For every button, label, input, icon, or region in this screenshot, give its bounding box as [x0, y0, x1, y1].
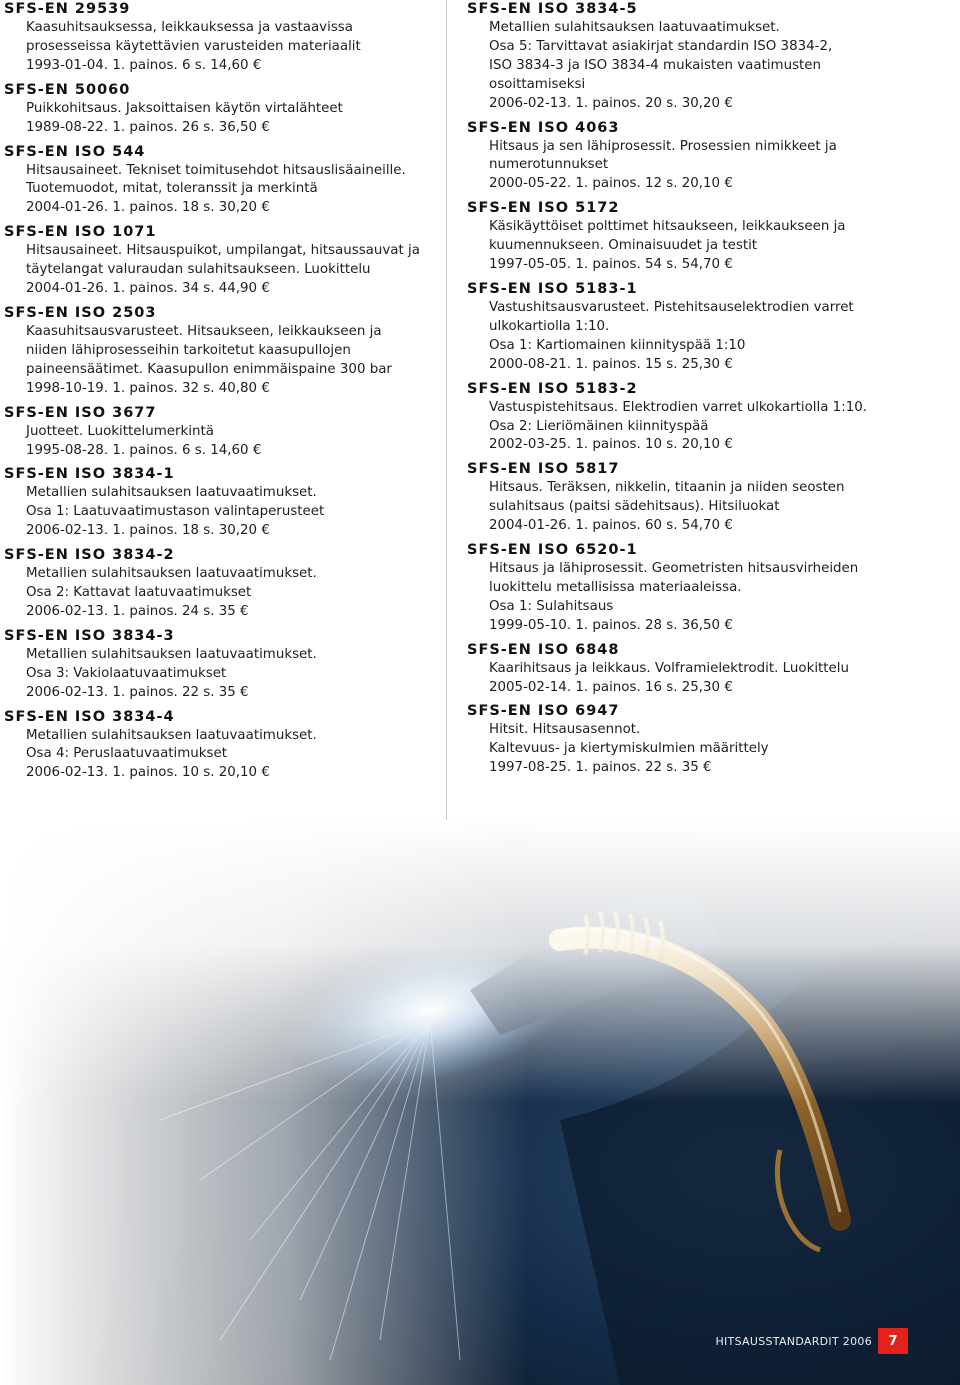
- standard-entry: [4, 404, 436, 461]
- page-number-badge: 7: [878, 1328, 908, 1354]
- standard-entry: [4, 708, 436, 784]
- description-line: Osa 2: Lieriömäinen kiinnityspää: [489, 418, 709, 434]
- standard-description: [4, 484, 436, 541]
- description-line: Puikkohitsaus. Jaksoittaisen käytön virtalähteet: [26, 100, 343, 116]
- description-line: Osa 1: Laatuvaatimustason valintaperusteet: [26, 504, 325, 520]
- description-line: 2005-02-14. 1. painos. 16 s. 25,30 €: [489, 679, 733, 695]
- standard-code: SFS-EN ISO 6520-1: [467, 542, 638, 559]
- welding-torch-photo: [0, 820, 960, 1385]
- description-line: 1997-05-05. 1. painos. 54 s. 54,70 €: [489, 257, 733, 273]
- standard-entry: [467, 380, 937, 456]
- standard-description: [467, 560, 937, 636]
- description-line: 1993-01-04. 1. painos. 6 s. 14,60 €: [26, 57, 262, 73]
- standard-code: SFS-EN ISO 2503: [4, 304, 157, 321]
- standard-description: [4, 423, 436, 461]
- standard-code: SFS-EN ISO 6848: [467, 641, 620, 658]
- description-line: 2006-02-13. 1. painos. 18 s. 30,20 €: [26, 523, 270, 539]
- standard-entry: [467, 199, 937, 275]
- description-line: 2002-03-25. 1. painos. 10 s. 20,10 €: [489, 437, 733, 453]
- standard-code: SFS-EN ISO 3834-1: [4, 466, 175, 483]
- description-line: kuumennukseen. Ominaisuudet ja testit: [489, 238, 758, 254]
- standard-description: [4, 162, 436, 219]
- standard-description: [467, 660, 937, 698]
- standard-description: [467, 479, 937, 536]
- description-line: Osa 2: Kattavat laatuvaatimukset: [26, 585, 252, 601]
- standard-entry: [467, 460, 937, 536]
- standard-description: [4, 565, 436, 622]
- description-line: luokittelu metallisissa materiaaleissa.: [489, 579, 742, 595]
- standard-description: [4, 323, 436, 399]
- description-line: Vastushitsausvarusteet. Pistehitsauselektrodien varret: [489, 299, 854, 315]
- description-line: 2006-02-13. 1. painos. 22 s. 35 €: [26, 684, 249, 700]
- standard-description: [467, 19, 937, 114]
- standard-description: [4, 100, 436, 138]
- description-line: Osa 4: Peruslaatuvaatimukset: [26, 746, 227, 762]
- description-line: ulkokartiolla 1:10.: [489, 318, 610, 334]
- standard-code: SFS-EN ISO 1071: [4, 224, 157, 241]
- description-line: Metallien sulahitsauksen laatuvaatimukset.: [26, 727, 317, 743]
- description-line: 2006-02-13. 1. painos. 10 s. 20,10 €: [26, 765, 270, 781]
- description-line: prosesseissa käytettävien varusteiden materiaalit: [26, 38, 361, 54]
- description-line: 2000-05-22. 1. painos. 12 s. 20,10 €: [489, 176, 733, 192]
- standard-code: SFS-EN ISO 6947: [467, 703, 620, 720]
- description-line: Hitsaus. Teräksen, nikkelin, titaanin ja niiden seosten: [489, 480, 845, 496]
- description-line: osoittamiseksi: [489, 76, 586, 92]
- standard-code: SFS-EN ISO 3834-2: [4, 547, 175, 564]
- description-line: Kaasuhitsausvarusteet. Hitsaukseen, leikkaukseen ja: [26, 323, 382, 339]
- standard-description: [467, 218, 937, 275]
- description-line: sulahitsaus (paitsi sädehitsaus). Hitsiluokat: [489, 499, 780, 515]
- standard-code: SFS-EN ISO 3834-4: [4, 708, 175, 725]
- description-line: Kaasuhitsauksessa, leikkauksessa ja vastaavissa: [26, 20, 353, 35]
- standard-entry: [4, 465, 436, 541]
- description-line: ISO 3834-3 ja ISO 3834-4 mukaisten vaatimusten: [489, 57, 822, 73]
- description-line: numerotunnukset: [489, 157, 609, 173]
- standard-entry: [4, 627, 436, 703]
- standard-code: SFS-EN ISO 5817: [467, 461, 620, 478]
- description-line: 1997-08-25. 1. painos. 22 s. 35 €: [489, 760, 712, 776]
- description-line: 2004-01-26. 1. painos. 34 s. 44,90 €: [26, 281, 270, 297]
- description-line: Metallien sulahitsauksen laatuvaatimukset.: [489, 20, 780, 35]
- footer-label: HITSAUSSTANDARDIT 2006: [715, 1334, 872, 1348]
- description-line: Vastuspistehitsaus. Elektrodien varret ulkokartiolla 1:10.: [489, 399, 868, 415]
- standard-entry: [4, 304, 436, 399]
- description-line: 2000-08-21. 1. painos. 15 s. 25,30 €: [489, 356, 733, 372]
- standard-description: [4, 242, 436, 299]
- description-line: paineensäätimet. Kaasupullon enimmäispaine 300 bar: [26, 361, 392, 377]
- description-line: Tuotemuodot, mitat, toleranssit ja merkintä: [26, 181, 318, 197]
- description-line: Metallien sulahitsauksen laatuvaatimukset.: [26, 485, 317, 501]
- standard-description: [467, 138, 937, 195]
- description-line: Hitsit. Hitsausasennot.: [489, 722, 641, 738]
- standard-entry: [4, 81, 436, 138]
- description-line: Käsikäyttöiset polttimet hitsaukseen, leikkaukseen ja: [489, 219, 846, 235]
- standard-code: SFS-EN 29539: [4, 1, 131, 17]
- column-divider: [446, 0, 447, 822]
- standard-entry: [467, 641, 937, 698]
- description-line: Juotteet. Luokittelumerkintä: [26, 423, 214, 439]
- description-line: Kaltevuus- ja kiertymiskulmien määrittely: [489, 741, 769, 757]
- standard-description: [467, 299, 937, 375]
- description-line: Metallien sulahitsauksen laatuvaatimukset.: [26, 566, 317, 582]
- standard-code: SFS-EN ISO 5183-2: [467, 380, 638, 397]
- standard-entry: [467, 280, 937, 375]
- standard-code: SFS-EN ISO 3677: [4, 404, 157, 421]
- standard-code: SFS-EN ISO 3834-3: [4, 627, 175, 644]
- description-line: 2006-02-13. 1. painos. 24 s. 35 €: [26, 603, 249, 619]
- description-line: 1989-08-22. 1. painos. 26 s. 36,50 €: [26, 119, 270, 135]
- page-footer: [715, 1328, 908, 1354]
- standard-entry: [4, 223, 436, 299]
- standard-code: SFS-EN ISO 3834-5: [467, 1, 638, 17]
- standard-entry: [4, 143, 436, 219]
- standard-description: [4, 19, 436, 76]
- standard-code: SFS-EN ISO 5183-1: [467, 280, 638, 297]
- description-line: 1995-08-28. 1. painos. 6 s. 14,60 €: [26, 442, 262, 458]
- standard-entry: [4, 546, 436, 622]
- description-line: täytelangat valuraudan sulahitsaukseen. Luokittelu: [26, 262, 371, 278]
- standard-description: [4, 727, 436, 784]
- description-line: 2004-01-26. 1. painos. 18 s. 30,20 €: [26, 200, 270, 216]
- description-line: 1999-05-10. 1. painos. 28 s. 36,50 €: [489, 617, 733, 633]
- description-line: 1998-10-19. 1. painos. 32 s. 40,80 €: [26, 380, 270, 396]
- standard-entry: [467, 119, 937, 195]
- standard-code: SFS-EN 50060: [4, 81, 131, 98]
- description-line: Hitsaus ja sen lähiprosessit. Prosessien nimikkeet ja: [489, 138, 837, 154]
- standard-description: [467, 399, 937, 456]
- description-line: Osa 1: Kartiomainen kiinnityspää 1:10: [489, 337, 746, 353]
- description-line: 2006-02-13. 1. painos. 20 s. 30,20 €: [489, 95, 733, 111]
- description-line: Osa 3: Vakiolaatuvaatimukset: [26, 665, 227, 681]
- standard-code: SFS-EN ISO 5172: [467, 200, 620, 217]
- standard-entry: [467, 0, 937, 114]
- standard-entry: [467, 541, 937, 636]
- description-line: Hitsausaineet. Tekniset toimitusehdot hitsauslisäaineille.: [26, 162, 406, 178]
- description-line: 2004-01-26. 1. painos. 60 s. 54,70 €: [489, 518, 733, 534]
- description-line: niiden lähiprosesseihin tarkoitetut kaasupullojen: [26, 342, 351, 358]
- description-line: Metallien sulahitsauksen laatuvaatimukset.: [26, 646, 317, 662]
- standard-description: [4, 646, 436, 703]
- standard-entry: [4, 0, 436, 76]
- description-line: Hitsausaineet. Hitsauspuikot, umpilangat, hitsaussauvat ja: [26, 243, 420, 259]
- description-line: Osa 5: Tarvittavat asiakirjat standardin ISO 3834-2,: [489, 38, 833, 54]
- description-line: Hitsaus ja lähiprosessit. Geometristen hitsausvirheiden: [489, 561, 859, 577]
- right-column: [467, 0, 937, 783]
- standard-description: [467, 721, 937, 778]
- description-line: Osa 1: Sulahitsaus: [489, 598, 614, 614]
- standard-code: SFS-EN ISO 544: [4, 143, 146, 160]
- description-line: Kaarihitsaus ja leikkaus. Volframielektrodit. Luokittelu: [489, 660, 849, 676]
- left-column: [4, 0, 436, 788]
- standard-entry: [467, 702, 937, 778]
- standard-code: SFS-EN ISO 4063: [467, 119, 620, 136]
- welding-photo-illustration: [0, 820, 960, 1385]
